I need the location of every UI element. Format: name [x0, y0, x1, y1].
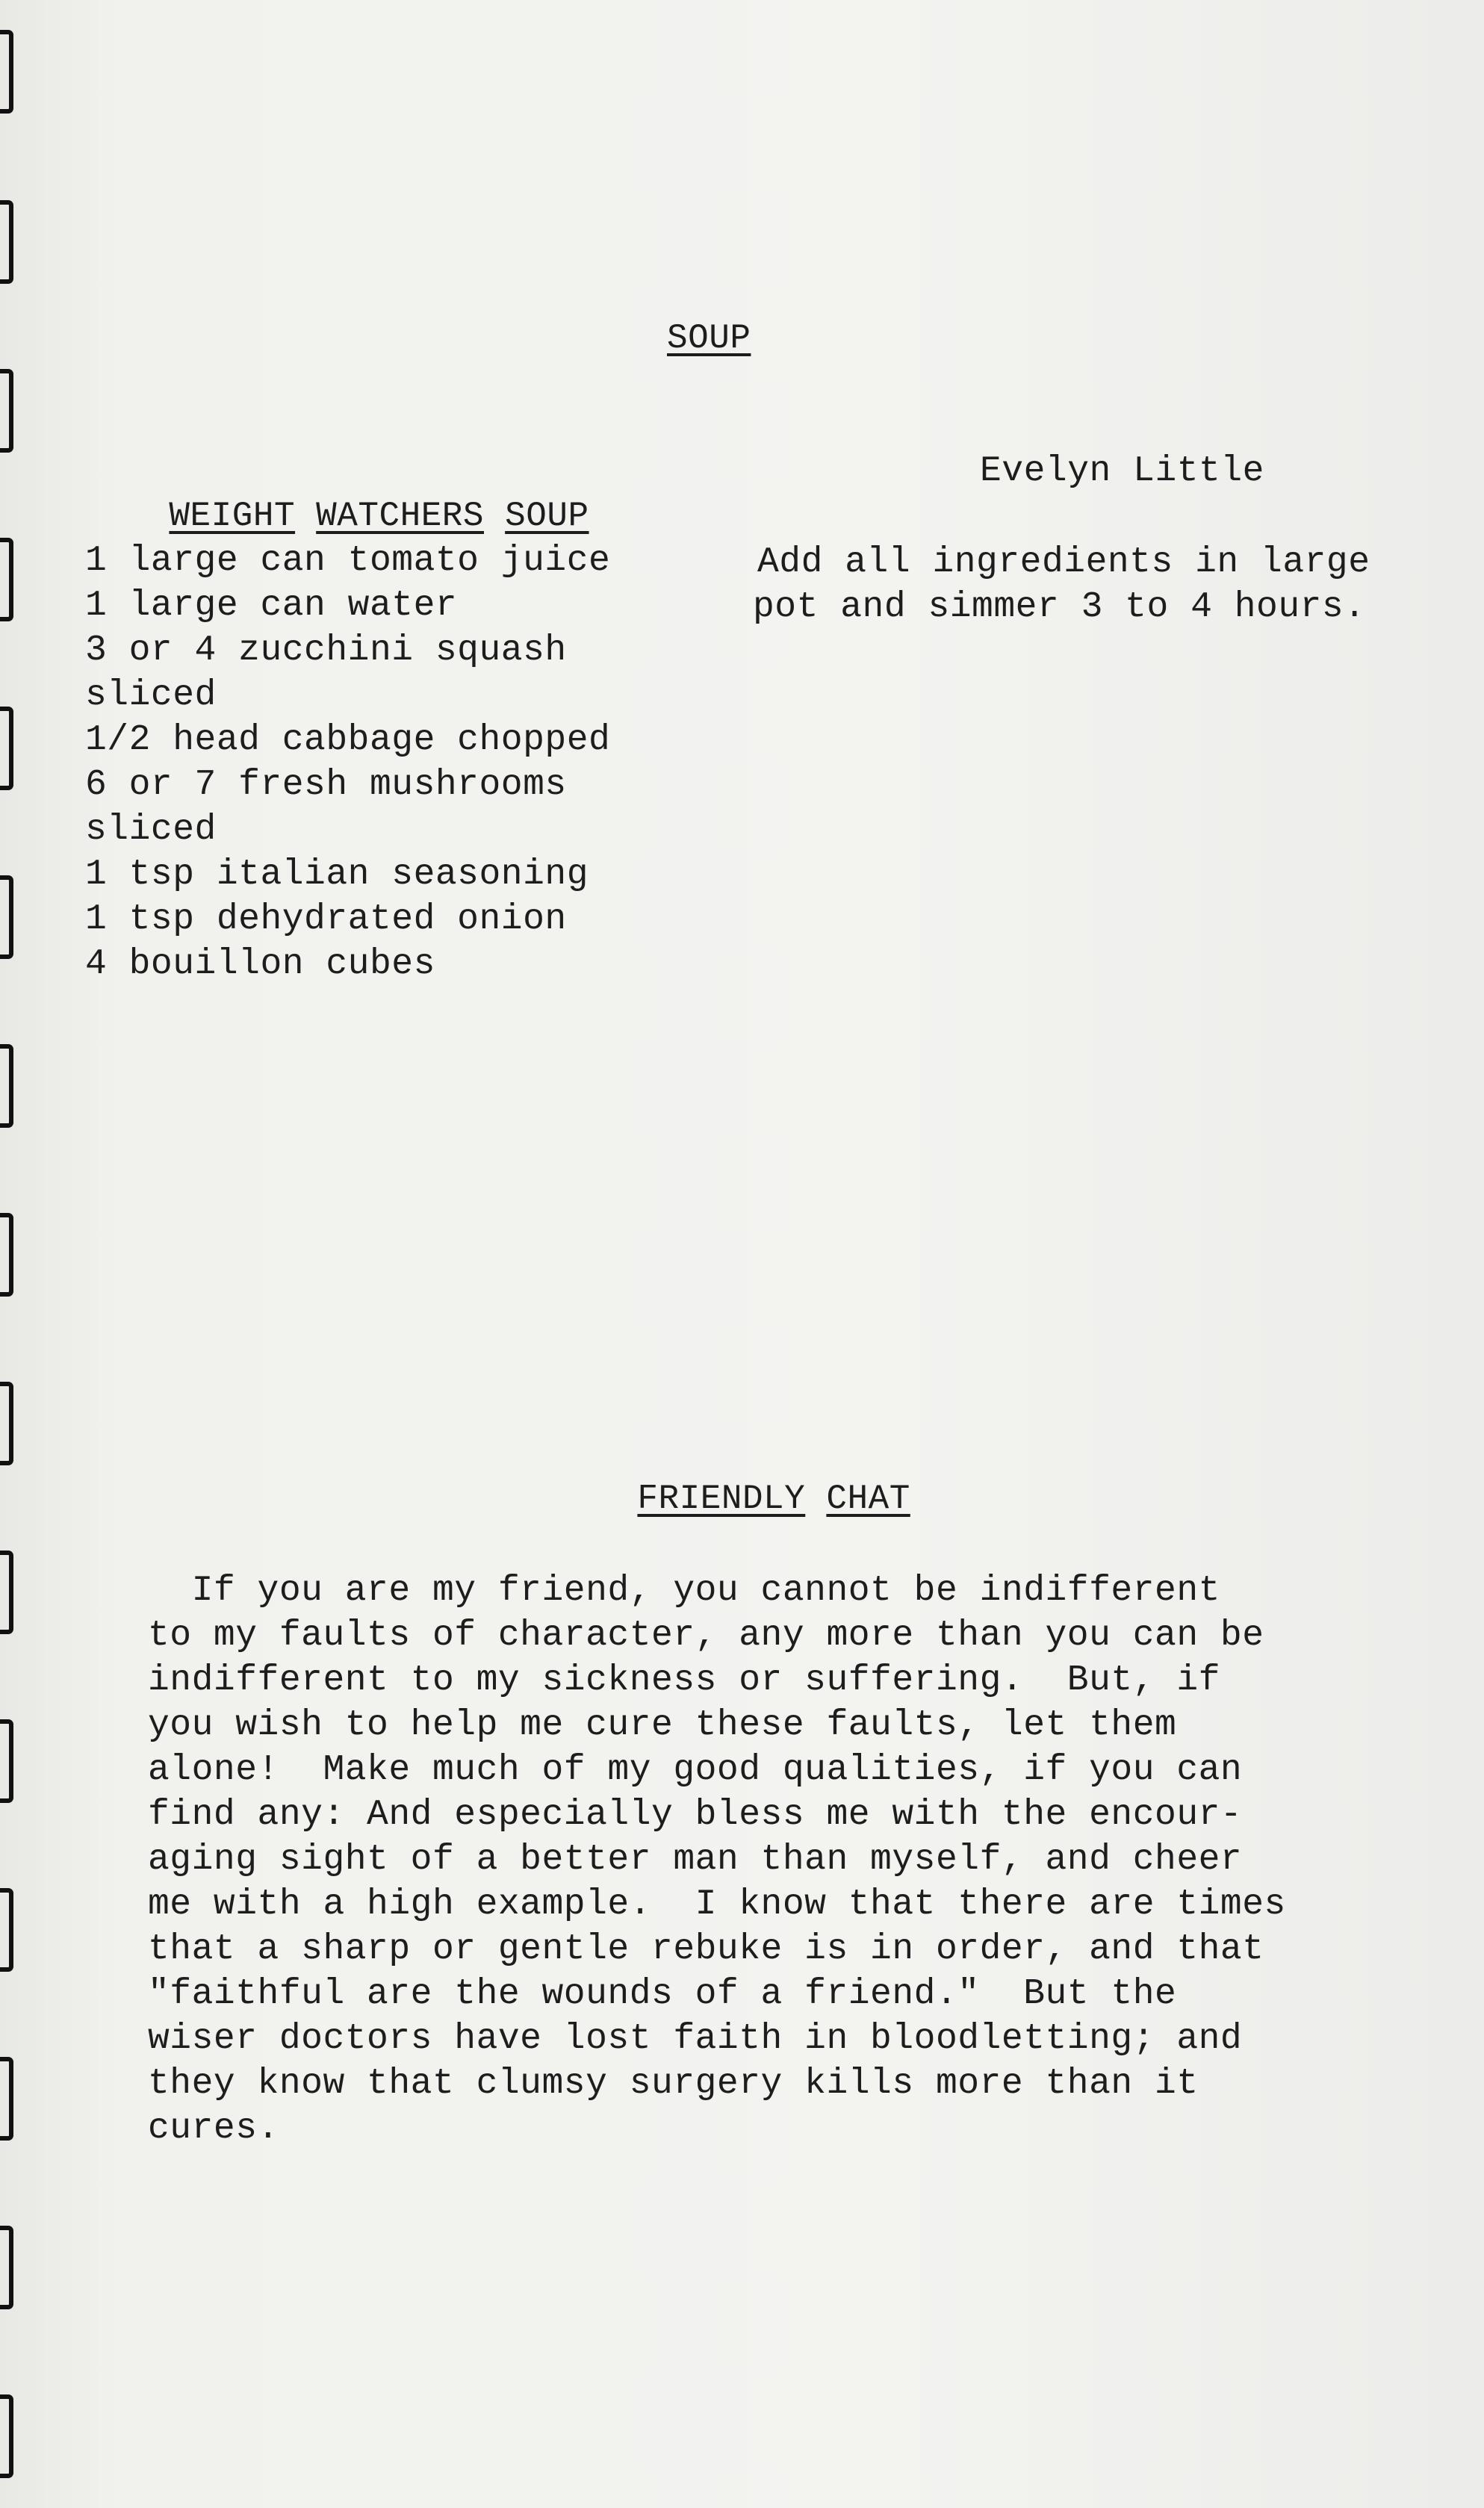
binding-ring: [0, 2057, 13, 2141]
recipe-title-word: SOUP: [505, 497, 589, 536]
essay-title-word: CHAT: [826, 1480, 910, 1518]
directions-line: Add all ingredients in large: [757, 542, 1370, 583]
binding-ring: [0, 538, 13, 621]
essay-line: If you are my friend, you cannot be indifferent: [148, 1571, 1220, 1611]
ingredient-line: 1/2 head cabbage chopped: [85, 720, 611, 760]
binding-ring: [0, 200, 13, 284]
essay-line: indifferent to my sickness or suffering. But, if: [148, 1660, 1220, 1701]
essay-line: aging sight of a better man than myself, and cheer: [148, 1840, 1243, 1880]
ingredient-line: 3 or 4 zucchini squash: [85, 630, 567, 671]
essay-line: alone! Make much of my good qualities, if you can: [148, 1750, 1243, 1790]
ingredient-line: 1 tsp dehydrated onion: [85, 899, 567, 940]
binding-ring: [0, 1719, 13, 1803]
essay-line: wiser doctors have lost faith in bloodletting; and: [148, 2019, 1243, 2059]
binding-ring: [0, 1551, 13, 1634]
essay-title-word: FRIENDLY: [637, 1480, 806, 1518]
binding-ring: [0, 369, 13, 453]
binding-ring: [0, 2394, 13, 2478]
binding-ring: [0, 2226, 13, 2309]
essay-line: cures.: [148, 2108, 279, 2149]
essay-line: you wish to help me cure these faults, let them: [148, 1705, 1177, 1745]
recipe-author: Evelyn Little: [980, 451, 1264, 491]
section-title: SOUP: [667, 319, 751, 358]
ingredient-line: sliced: [85, 675, 217, 716]
recipe-title-word: WATCHERS: [316, 497, 485, 536]
directions-line: pot and simmer 3 to 4 hours.: [753, 587, 1366, 627]
ingredient-line: 4 bouillon cubes: [85, 944, 435, 984]
essay-line: to my faults of character, any more than you can be: [148, 1615, 1264, 1656]
essay-title: [553, 1432, 910, 1566]
binding-ring: [0, 1382, 13, 1465]
ingredient-line: 1 large can tomato juice: [85, 541, 611, 581]
recipe-title-word: WEIGHT: [169, 497, 296, 536]
essay-line: they know that clumsy surgery kills more than it: [148, 2064, 1199, 2104]
binding-ring: [0, 875, 13, 959]
ingredient-line: 1 tsp italian seasoning: [85, 854, 589, 895]
ingredient-line: 6 or 7 fresh mushrooms: [85, 765, 567, 805]
essay-line: "faithful are the wounds of a friend." But the: [148, 1974, 1177, 2014]
binding-ring: [0, 1044, 13, 1128]
ingredient-line: 1 large can water: [85, 586, 458, 626]
binding-ring: [0, 1888, 13, 1972]
binding-ring: [0, 30, 13, 114]
binding-ring: [0, 707, 13, 790]
spiral-binding: [0, 0, 18, 2508]
binding-ring: [0, 1213, 13, 1297]
essay-line: that a sharp or gentle rebuke is in order, and that: [148, 1929, 1264, 1970]
ingredient-line: sliced: [85, 810, 217, 850]
essay-line: me with a high example. I know that there are times: [148, 1884, 1286, 1925]
essay-line: find any: And especially bless me with the encour-: [148, 1795, 1243, 1835]
